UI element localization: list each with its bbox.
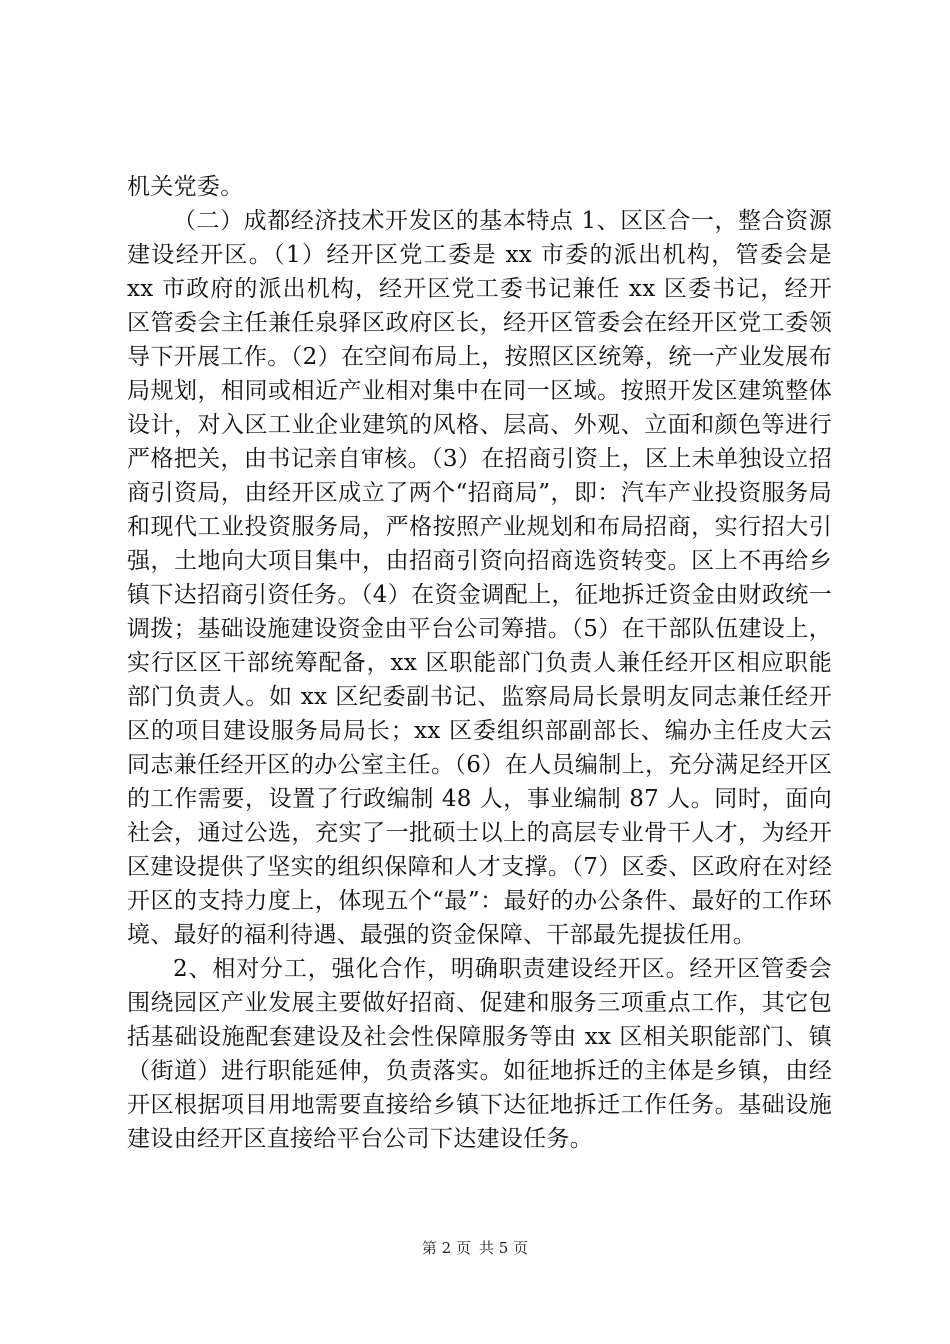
document-body xyxy=(127,170,832,1156)
page-total: 共 5 页 xyxy=(479,1239,529,1257)
paragraph-section-two: （二）成都经济技术开发区的基本特点 1、区区合一，整合资源建设经开区。（1）经开区党工委是 xx 市委的派出机构，管委会是 xx 市政府的派出机构，经开区党工委书记兼任 xx 区委书记，经开区管委会主任兼任泉驿区政府区长，经开区管委会在经开区党工委领导下开展工作。（2）在空间布局上，按照区区统筹，统一产业发展布局规划，相同或相近产业相对集中在同一区域。按照开发区建筑整体设计，对入区工业企业建筑的风格、层高、外观、立面和颜色等进行严格把关，由书记亲自审核。（3）在招商引资上，区上未单独设立招商引资局，由经开区成立了两个“招商局”，即：汽车产业投资服务局和现代工业投资服务局，严格按照产业规划和布局招商，实行招大引强，土地向大项目集中，由招商引资向招商选资转变。区上不再给乡镇下达招商引资任务。（4）在资金调配上，征地拆迁资金由财政统一调拨；基础设施建设资金由平台公司筹措。（5）在干部队伍建设上，实行区区干部统筹配备，xx 区职能部门负责人兼任经开区相应职能部门负责人。如 xx 区纪委副书记、监察局局长景明友同志兼任经开区的项目建设服务局局长；xx 区委组织部副部长、编办主任皮大云同志兼任经开区的办公室主任。（6）在人员编制上，充分满足经开区的工作需要，设置了行政编制 48 人，事业编制 87 人。同时，面向社会，通过公选，充实了一批硕士以上的高层专业骨干人才，为经开区建设提供了坚实的组织保障和人才支撑。（7）区委、区政府在对经开区的支持力度上，体现五个“最”：最好的办公条件、最好的工作环境、最好的福利待遇、最强的资金保障、干部最先提拔任用。 xyxy=(127,208,832,948)
page-number: 第 2 页 xyxy=(421,1239,471,1257)
page-footer xyxy=(0,1238,950,1258)
paragraph-item-two: 2、相对分工，强化合作，明确职责建设经开区。经开区管委会围绕园区产业发展主要做好招商、促建和服务三项重点工作，其它包括基础设施配套建设及社会性保障服务等由 xx 区相关职能部门、镇（街道）进行职能延伸，负责落实。如征地拆迁的主体是乡镇，由经开区根据项目用地需要直接给乡镇下达征地拆迁工作任务。基础设施建设由经开区直接给平台公司下达建设任务。 xyxy=(127,956,832,1152)
paragraph-continuation: 机关党委。 xyxy=(127,174,244,200)
